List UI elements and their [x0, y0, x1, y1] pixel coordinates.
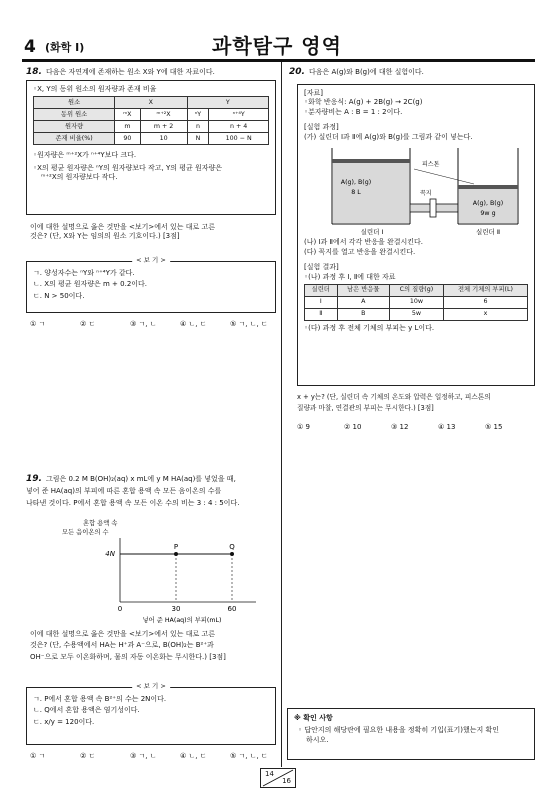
table-cell: m — [115, 121, 140, 133]
q20-question — [297, 393, 535, 413]
q18-bogi-box — [26, 256, 276, 313]
data-line: ◦분자량비는 A : B = 1 : 2이다. — [304, 107, 403, 116]
notice-title: ※ 확인 사항 — [294, 714, 333, 722]
point-label-p: P — [173, 543, 179, 551]
question-line: 것은? (단, 수용액에서 HA는 H⁺과 A⁻으로, B(OH)₂는 B²⁺과 — [30, 641, 214, 650]
x-tick-label: 0 — [117, 605, 123, 613]
cylinder-label: 실린더 Ⅱ — [475, 228, 501, 237]
table-cell: B — [337, 308, 389, 320]
q19-choices — [30, 752, 280, 761]
answer-choice[interactable]: ② ㄷ — [80, 320, 96, 328]
point-label-q: Q — [229, 543, 235, 551]
procedure-step: (다) 꼭지를 열고 반응을 완결시킨다. — [304, 247, 416, 256]
table-cell: Ⅰ — [305, 296, 338, 308]
bogi-title: < 보 기 > — [132, 682, 170, 691]
question-stem: 다음은 A(g)와 B(g)에 대한 실험이다. — [308, 68, 424, 76]
table-cell: ⁿY — [187, 109, 209, 121]
table-cell: 90 — [115, 133, 140, 145]
q18-choices — [30, 320, 280, 329]
bogi-item: ㄱ. 양성자수는 ⁿY와 ⁿ⁺⁴Y가 같다. — [33, 269, 135, 277]
question-number: 19. — [26, 474, 42, 484]
question-stem-line: 그림은 0.2 M B(OH)₂(aq) x mL에 y M HA(aq)를 넣었을 때, — [45, 475, 236, 483]
table-cell: 동위 원소 — [34, 109, 115, 121]
question-number: 18. — [26, 67, 42, 77]
page-total: 16 — [282, 776, 291, 785]
result-note: ◦(다) 과정 후 전체 기체의 부피는 y L이다. — [304, 323, 435, 332]
cylinder-label: 실린더 Ⅰ — [360, 228, 384, 237]
point-q — [230, 552, 234, 556]
bogi-item: ㄱ. P에서 혼합 용액 속 B²⁺의 수는 2N이다. — [33, 695, 167, 703]
gas-label: A(g), B(g) — [472, 200, 504, 208]
note-line: ◦X의 평균 원자량은 ⁿY의 원자량보다 작고, Y의 평균 원자량은 — [33, 163, 223, 172]
x-tick-label: 30 — [171, 605, 181, 613]
gas-label: A(g), B(g) — [340, 179, 372, 187]
note-line: ◦원자량은 ᵐ⁺²X가 ⁿ⁺⁴Y보다 크다. — [33, 151, 137, 160]
question-line: 것은? (단, X와 Y는 임의의 원소 기호이다.) [3점] — [30, 232, 180, 241]
data-label: [자료] — [304, 89, 323, 97]
question-line: 질량과 마찰, 연결관의 부피는 무시한다.) [3점] — [297, 404, 434, 413]
answer-choice[interactable]: ⑤ ㄱ, ㄴ, ㄷ — [230, 752, 268, 760]
q18-question — [30, 223, 278, 242]
result-label: [실험 결과] — [304, 263, 339, 272]
q19-question — [30, 630, 280, 662]
q18-data-box — [26, 80, 276, 215]
q20-choices — [297, 423, 537, 432]
answer-choice[interactable]: ③ ㄱ, ㄴ — [130, 752, 157, 760]
header-rule — [22, 59, 535, 62]
table-header: X — [115, 97, 187, 109]
notice-text: 하시오. — [306, 735, 329, 744]
table-cell: ⁿ⁺⁴Y — [209, 109, 269, 121]
table-cell: 5w — [389, 308, 443, 320]
procedure-step: (가) 실린더 Ⅰ과 Ⅱ에 A(g)와 B(g)를 그림과 같이 넣는다. — [304, 132, 473, 141]
answer-choice[interactable]: ③ ㄱ, ㄴ — [130, 320, 157, 328]
table-cell: n + 4 — [209, 121, 269, 133]
table-header: 원소 — [34, 97, 115, 109]
procedure-step: (나) Ⅰ과 Ⅱ에서 각각 반응을 완결시킨다. — [304, 238, 423, 247]
point-p — [174, 552, 178, 556]
piston-1 — [332, 159, 410, 163]
bogi-item: ㄷ. N > 50이다. — [33, 291, 85, 300]
table-cell: n — [187, 121, 209, 133]
page-title: 과학탐구 영역 — [212, 34, 342, 58]
table-cell: 10w — [389, 296, 443, 308]
question-stem-line: 나타낸 것이다. P에서 혼합 용액 속 모든 이온 수의 비는 3 : 4 : 5이다. — [26, 498, 240, 507]
notice-text: ◦ 답안지의 해당란에 필요한 내용을 정확히 기입(표기)했는지 확인 — [298, 726, 499, 735]
table-header: 실린더 — [305, 284, 338, 296]
volume-label: 8 L — [351, 189, 361, 197]
bogi-item: ㄴ. X의 평균 원자량은 m + 0.2이다. — [33, 280, 148, 289]
answer-choice[interactable]: ① ㄱ — [30, 320, 46, 328]
data-line: ◦화학 반응식: A(g) + 2B(g) → 2C(g) — [304, 98, 423, 107]
question-line: x + y는? (단, 실린더 속 기체의 온도와 압력은 일정하고, 피스톤의 — [297, 393, 491, 401]
table-header: Y — [187, 97, 268, 109]
note-line: ᵐ⁺²X의 원자량보다 작다. — [41, 173, 118, 182]
table-cell: x — [443, 308, 527, 320]
table-cell: 존재 비율(%) — [34, 133, 115, 145]
x-tick-label: 60 — [227, 605, 237, 613]
result-note: ◦(나) 과정 후 Ⅰ, Ⅱ에 대한 자료 — [304, 272, 396, 281]
table-cell: 원자량 — [34, 121, 115, 133]
piston-pointer — [414, 169, 474, 184]
table-cell: N — [187, 133, 209, 145]
answer-choice[interactable]: ⑤ ㄱ, ㄴ, ㄷ — [230, 320, 268, 328]
mass-label: 9w g — [480, 210, 496, 218]
page-current: 14 — [265, 770, 274, 778]
answer-choice[interactable]: ⑤ 15 — [485, 423, 503, 431]
table-cell: ᵐ⁺²X — [140, 109, 187, 121]
question-stem-line: 넣어 준 HA(aq)의 부피에 따른 혼합 용액 속 모든 음이온의 수를 — [26, 487, 222, 496]
question-line: 이에 대한 설명으로 옳은 것만을 <보기>에서 있는 대로 고른 — [30, 223, 216, 231]
piston-label: 피스톤 — [422, 161, 440, 169]
isotope-table — [33, 96, 269, 145]
notice-box — [287, 708, 535, 760]
valve-label: 꼭지 — [420, 190, 432, 198]
question-stem: 다음은 자연계에 존재하는 원소 X와 Y에 대한 자료이다. — [45, 68, 215, 76]
anion-count-graph — [60, 518, 270, 626]
table-header: 남은 반응물 — [337, 284, 389, 296]
table-cell: 6 — [443, 296, 527, 308]
q19-bogi-box — [26, 682, 276, 745]
question-number: 20. — [289, 67, 305, 77]
answer-choice[interactable]: ② 10 — [344, 423, 362, 431]
answer-choice[interactable]: ① 9 — [297, 423, 310, 431]
valve-icon[interactable] — [430, 199, 436, 217]
question-20 — [289, 66, 534, 78]
question-line: OH⁻으로 모두 이온화하며, 물의 자동 이온화는 무시한다.) [3점] — [30, 652, 226, 661]
procedure-label: [실험 과정] — [304, 123, 339, 132]
x-axis-label: 넣어 준 HA(aq)의 부피(mL) — [142, 617, 222, 624]
answer-choice[interactable]: ④ 13 — [438, 423, 456, 431]
table-cell: 10 — [140, 133, 187, 145]
table-cell: A — [337, 296, 389, 308]
table-header: 전체 기체의 부피(L) — [443, 284, 527, 296]
cylinder-diagram — [304, 144, 530, 236]
table-cell: 100 − N — [209, 133, 269, 145]
answer-choice[interactable]: ④ ㄴ, ㄷ — [180, 752, 207, 760]
column-divider — [281, 62, 282, 767]
answer-choice[interactable]: ① ㄱ — [30, 752, 46, 760]
answer-choice[interactable]: ② ㄷ — [80, 752, 96, 760]
y-axis-label: 혼합 용액 속 — [83, 520, 118, 527]
y-tick-label: 4N — [105, 550, 115, 558]
data-title: ◦X, Y의 동위 원소의 원자량과 존재 비율 — [33, 85, 157, 93]
question-line: 이에 대한 설명으로 옳은 것만을 <보기>에서 있는 대로 고른 — [30, 630, 216, 638]
question-19 — [26, 473, 278, 508]
bogi-item: ㄷ. x/y = 120이다. — [33, 717, 95, 726]
table-cell: m + 2 — [140, 121, 187, 133]
table-cell: ᵐX — [115, 109, 140, 121]
y-axis-label: 모든 음이온의 수 — [62, 529, 109, 536]
table-header: C의 질량(g) — [389, 284, 443, 296]
cylinder-1-gas — [333, 162, 409, 223]
subject-label: (화학 Ⅰ) — [45, 41, 85, 54]
piston-2 — [458, 185, 518, 189]
bogi-item: ㄴ. Q에서 혼합 용액은 염기성이다. — [33, 706, 140, 715]
q20-experiment-box — [297, 84, 535, 386]
bogi-title: < 보 기 > — [132, 256, 170, 265]
answer-choice[interactable]: ④ ㄴ, ㄷ — [180, 320, 207, 328]
table-cell: Ⅱ — [305, 308, 338, 320]
question-18 — [26, 66, 276, 78]
result-table — [304, 284, 528, 321]
page-section-number: 4 — [24, 37, 36, 57]
page-number — [260, 768, 296, 788]
answer-choice[interactable]: ③ 12 — [391, 423, 409, 431]
